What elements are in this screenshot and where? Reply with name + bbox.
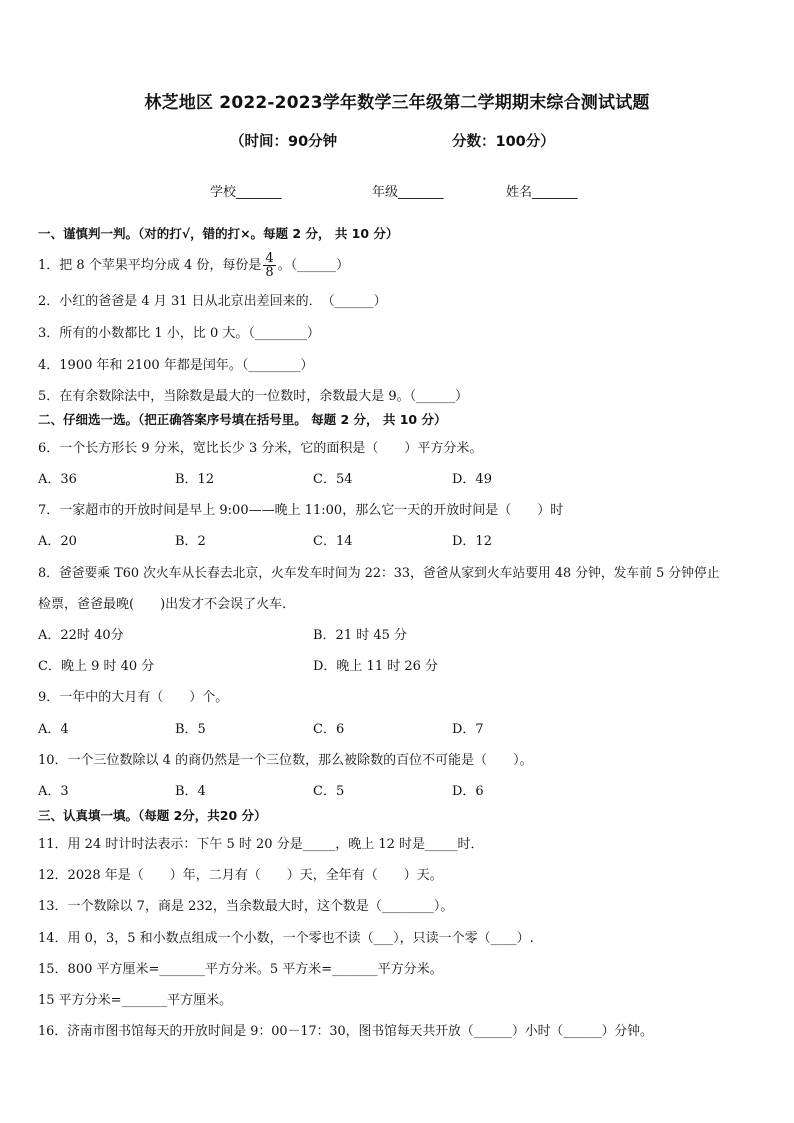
question-4: 4．1900 年和 2100 年都是闰年。（________） [38,358,314,373]
question-5: 5．在有余数除法中，当除数是最大的一位数时，余数最大是 9。（______） [38,389,469,404]
section-heading-1: 一、谨慎判一判。（对的打√，错的打×。每题 2 分， 共 10 分） [38,226,399,241]
q7-option-d: D．12 [452,534,492,549]
section-heading-3: 三、认真填一填。（每题 2分，共20 分） [38,808,267,823]
q9-option-b: B．5 [175,722,206,737]
question-11: 11．用 24 时计时法表示：下午 5 时 20 分是_____，晚上 12 时是_____时． [38,837,484,852]
q10-option-b: B．4 [175,784,206,799]
question-15-line-2: 15 平方分米=_______平方厘米。 [38,993,233,1008]
fraction-numerator: 4 [265,251,274,266]
school-field: 学校_______ [210,185,282,200]
q9-option-c: C．6 [313,722,345,737]
question-13: 13．一个数除以 7，商是 232，当余数最大时，这个数是（________）。 [38,899,454,914]
question-9: 9．一年中的大月有（ ）个。 [38,690,229,705]
q6-option-b: B．12 [175,472,215,487]
question-14: 14．用 0，3，5 和小数点组成一个小数，一个零也不读（___），只读一个零（____）. [38,931,534,946]
question-12: 12．2028 年是（ ）年，二月有（ ）天，全年有（ ）天。 [38,868,443,883]
question-3: 3．所有的小数都比 1 小，比 0 大。（________） [38,326,320,341]
question-1-blank: 。（______） [277,258,350,273]
q6-option-a: A．36 [38,472,77,487]
q8-option-c: C．晚上 9 时 40 分 [38,659,155,674]
q8-option-d: D．晚上 11 时 26 分 [313,659,439,674]
question-7: 7．一家超市的开放时间是早上 9:00——晚上 11:00，那么它一天的开放时间是（ ）时 [38,503,564,518]
question-8-line-2: 检票，爸爸最晚( )出发才不会误了火车． [38,597,296,612]
q8-option-b: B．21 时 45 分 [313,628,408,643]
q7-option-a: A．20 [38,534,77,549]
fraction-four-eighths [263,252,275,279]
q10-option-d: D．6 [452,784,484,799]
question-1-text: 1．把 8 个苹果平均分成 4 份，每份是 [38,258,262,273]
q10-option-a: A．3 [38,784,69,799]
question-15-line-1: 15．800 平方厘米=_______平方分米。5 平方米=_______平方分米。 [38,962,443,977]
q10-option-c: C．5 [313,784,345,799]
fraction-denominator: 8 [265,265,274,280]
q7-option-b: B．2 [175,534,206,549]
q6-option-c: C．54 [313,472,353,487]
question-16: 16．济南市图书馆每天的开放时间是 9：00－17：30，图书馆每天共开放（______）小时（______）分钟。 [38,1024,653,1039]
exam-time: （时间：90分钟 [230,134,338,150]
question-6: 6．一个长方形长 9 分米，宽比长少 3 分米，它的面积是（ ）平方分米。 [38,441,483,456]
question-10: 10．一个三位数除以 4 的商仍然是一个三位数，那么被除数的百位不可能是（ ）。 [38,753,533,768]
section-heading-2: 二、仔细选一选。（把正确答案序号填在括号里。 每题 2 分， 共 10 分） [38,412,447,427]
q7-option-c: C．14 [313,534,353,549]
question-8-line-1: 8．爸爸要乘 T60 次火车从长春去北京，火车发车时间为 22：33，爸爸从家到火车站要用 48 分钟，发车前 5 分钟停止 [38,566,720,581]
q8-option-a: A．22时 40分 [38,628,124,643]
grade-field: 年级_______ [372,185,444,200]
page-title: 林芝地区 2022-2023学年数学三年级第二学期期末综合测试试题 [144,93,650,113]
question-1 [38,252,349,279]
q9-option-a: A．4 [38,722,69,737]
name-field: 姓名_______ [506,185,578,200]
q6-option-d: D．49 [452,472,492,487]
q9-option-d: D．7 [452,722,484,737]
exam-score: 分数：100分） [452,134,555,150]
question-2: 2．小红的爸爸是 4 月 31 日从北京出差回来的． （______） [38,294,387,309]
